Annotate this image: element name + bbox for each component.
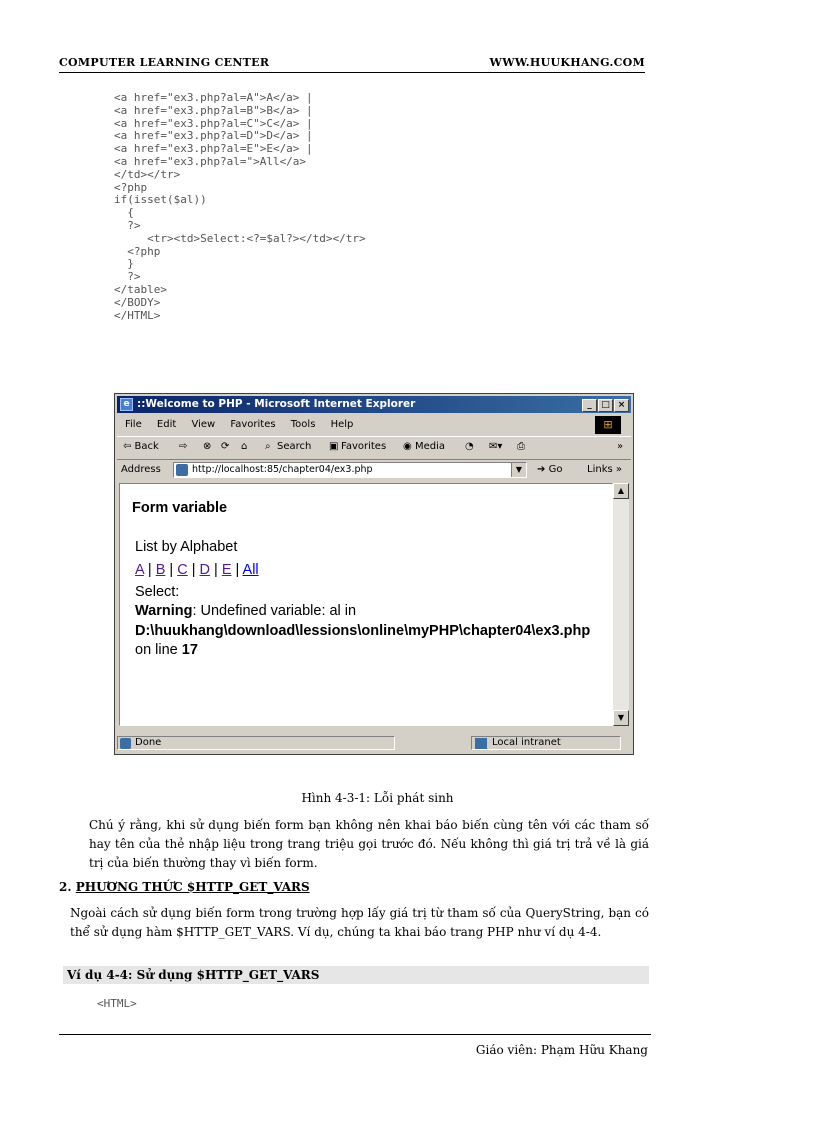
code-block-top: <a href="ex3.php?al=A">A</a> | <a href="ex3.php?al=B">B</a> | <a href="ex3.php?al=C">C</a> | <a href="ex3.php?al=D">D</a> | <a href="ex3.php?al=E">E</a> | <a href="ex3.php?al=">All</a> </td></tr> <?php if(isset($al)) { ?> <tr><td>Select:<?=$al?></td></tr> <?php } ?> </table> </BODY> </HTML> <box>114 91 366 322</box>
home-icon[interactable]: ⌂ <box>241 441 248 452</box>
alphabet-links: A | B | C | D | E | All <box>135 562 259 578</box>
address-bar <box>117 460 631 480</box>
search-button[interactable]: Search <box>277 441 312 452</box>
select-text: Select: <box>135 584 180 600</box>
toolbar <box>117 436 631 460</box>
warning-path: D:\huukhang\download\lessions\online\myPHP\chapter04\ex3.php <box>135 622 591 639</box>
menu-favorites[interactable]: Favorites <box>230 419 276 430</box>
scroll-down-icon[interactable]: ▼ <box>613 710 629 726</box>
scroll-up-icon[interactable]: ▲ <box>613 483 629 499</box>
done-icon <box>120 738 131 749</box>
warning-text: : Undefined variable: al in <box>192 603 357 619</box>
section-number: 2. <box>59 880 72 894</box>
menu-view[interactable]: View <box>191 419 216 430</box>
page-header <box>59 56 645 70</box>
page-title: Form variable <box>132 500 228 516</box>
footer-rule <box>59 1034 651 1035</box>
link-a[interactable]: A <box>135 562 144 578</box>
go-button[interactable] <box>537 464 562 475</box>
windows-logo-icon: ⊞ <box>595 416 621 434</box>
toolbar-overflow-icon[interactable]: » <box>617 441 624 452</box>
back-button[interactable]: ⇦ Back <box>123 441 159 452</box>
paragraph-2: Ngoài cách sử dụng biến form trong trường hợp lấy giá trị từ tham số của QueryString, bạn có thể sử dụng hàm $HTTP_GET_VARS. Ví dụ, chúng ta khai báo trang PHP như ví dụ 4-4. <box>70 906 649 939</box>
code-block-bottom: <HTML> <box>97 997 137 1010</box>
link-b[interactable]: B <box>155 562 166 578</box>
forward-button[interactable]: ⇨ <box>179 441 188 452</box>
intranet-icon <box>475 738 487 749</box>
history-icon[interactable]: ◔ <box>465 441 474 452</box>
address-dropdown-icon[interactable]: ▼ <box>511 463 526 477</box>
link-e[interactable]: E <box>221 562 232 578</box>
list-label: List by Alphabet <box>135 539 238 555</box>
vertical-scrollbar[interactable] <box>613 483 629 726</box>
figure-caption: Hình 4-3-1: Lỗi phát sinh <box>301 791 454 805</box>
menu-file[interactable]: File <box>125 419 142 430</box>
link-d[interactable]: D <box>199 562 210 578</box>
warning-online: on line <box>135 642 182 658</box>
status-zone <box>471 736 621 750</box>
section-title: PHƯƠNG THỨC $HTTP_GET_VARS <box>75 880 310 894</box>
refresh-icon[interactable]: ⟳ <box>221 441 230 452</box>
menu-tools[interactable]: Tools <box>290 419 316 430</box>
warning-line: 17 <box>181 642 198 658</box>
header-rule <box>59 72 645 73</box>
window-title: ::Welcome to PHP - Microsoft Internet Explorer <box>137 398 416 410</box>
link-c[interactable]: C <box>177 562 188 578</box>
status-done <box>117 736 395 750</box>
status-zone-label: Local intranet <box>492 737 561 748</box>
browser-titlebar <box>117 396 631 413</box>
status-done-label: Done <box>135 737 162 748</box>
print-icon[interactable]: ⎙ <box>517 441 525 452</box>
footer-teacher: Giáo viên: Phạm Hữu Khang <box>475 1043 648 1057</box>
ie-logo-icon: e <box>120 398 133 411</box>
address-url: http://localhost:85/chapter04/ex3.php <box>192 464 373 475</box>
stop-icon[interactable]: ⊗ <box>203 441 212 452</box>
example-title: Ví dụ 4-4: Sử dụng $HTTP_GET_VARS <box>63 966 649 984</box>
search-icon: ⌕ <box>265 441 271 452</box>
links-label: Links <box>587 464 613 475</box>
media-button[interactable]: Media <box>415 441 446 452</box>
media-icon: ◉ <box>403 441 412 452</box>
status-bar <box>117 734 631 752</box>
paragraph-1: Chú ý rằng, khi sử dụng biến form bạn không nên khai báo biến cùng tên với các tham số hay tên của thẻ nhập liệu trong trang triệu gọi trước đó. Nếu không thì giá trị trả về là giá trị của biến thường thay vì biến form. <box>89 818 649 870</box>
links-button[interactable]: Links » <box>587 464 622 475</box>
menu-bar <box>119 416 629 433</box>
warning-message <box>135 602 605 661</box>
warning-label: Warning <box>135 603 193 619</box>
menu-help[interactable]: Help <box>330 419 354 430</box>
minimize-button[interactable]: _ <box>582 399 597 412</box>
address-input[interactable] <box>173 462 527 478</box>
browser-window <box>114 393 634 755</box>
page-icon <box>176 464 188 476</box>
header-right: WWW.HUUKHANG.COM <box>489 56 645 69</box>
section-heading <box>59 880 310 894</box>
page-content <box>119 483 613 726</box>
maximize-button[interactable]: □ <box>598 399 613 412</box>
header-left: COMPUTER LEARNING CENTER <box>59 56 270 69</box>
link-all[interactable]: All <box>242 562 259 578</box>
favorites-icon: ▣ <box>329 441 339 452</box>
go-arrow-icon: ➔ <box>537 464 546 475</box>
close-button[interactable]: × <box>614 399 629 412</box>
menu-edit[interactable]: Edit <box>156 419 177 430</box>
address-label: Address <box>121 464 161 475</box>
favorites-button[interactable]: Favorites <box>341 441 387 452</box>
mail-icon[interactable]: ✉▾ <box>489 441 503 452</box>
go-label: Go <box>548 464 563 475</box>
